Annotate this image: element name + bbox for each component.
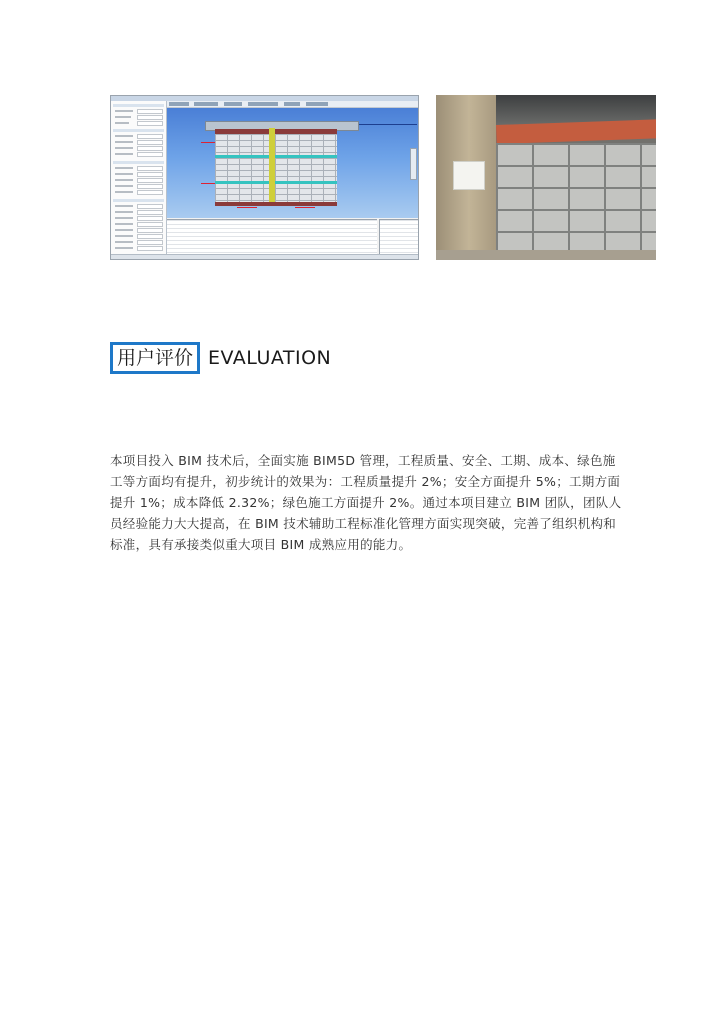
heading-en: EVALUATION [208, 347, 332, 369]
wall-bottom-course [215, 202, 337, 206]
quantity-table [167, 219, 377, 255]
wall-tie-band [215, 155, 337, 158]
posted-notice [453, 161, 485, 190]
dimension-mark [201, 183, 215, 184]
dimension-mark [237, 207, 257, 208]
status-bar [111, 254, 418, 259]
site-photo-masonry-wall [436, 95, 656, 260]
toolbar [166, 101, 418, 108]
3d-model-viewport [167, 108, 419, 218]
summary-table [379, 219, 419, 255]
properties-panel [111, 101, 167, 255]
evaluation-paragraph: 本项目投入 BIM 技术后，全面实施 BIM5D 管理，工程质量、安全、工期、成本、绿色施工等方面均有提升，初步统计的效果为：工程质量提升 2%；安全方面提升 5%；工期方面提升 1%；成本降低 2.32%；绿色施工方面提升 2%。通过本项目建立 BIM 团队，团队人员经验能力大大提高，在 BIM 技术辅助工程标准化管理方面实现突破，完善了组织机构和标准，具有承接类似重大项目 BIM 成熟应用的能力。 [110, 453, 622, 552]
floor [436, 250, 656, 260]
heading-zh: 用户评价 [110, 342, 200, 374]
concrete-block-wall [496, 143, 656, 253]
dimension-mark [201, 142, 215, 143]
view-navigation-bar [410, 148, 417, 180]
section-heading [110, 342, 331, 374]
beam-guide-line [357, 124, 417, 125]
wall-tie-band [215, 181, 337, 184]
masonry-wall-model [215, 134, 337, 202]
structural-column [269, 128, 275, 206]
bim-software-screenshot [110, 95, 419, 260]
dimension-mark [295, 207, 315, 208]
